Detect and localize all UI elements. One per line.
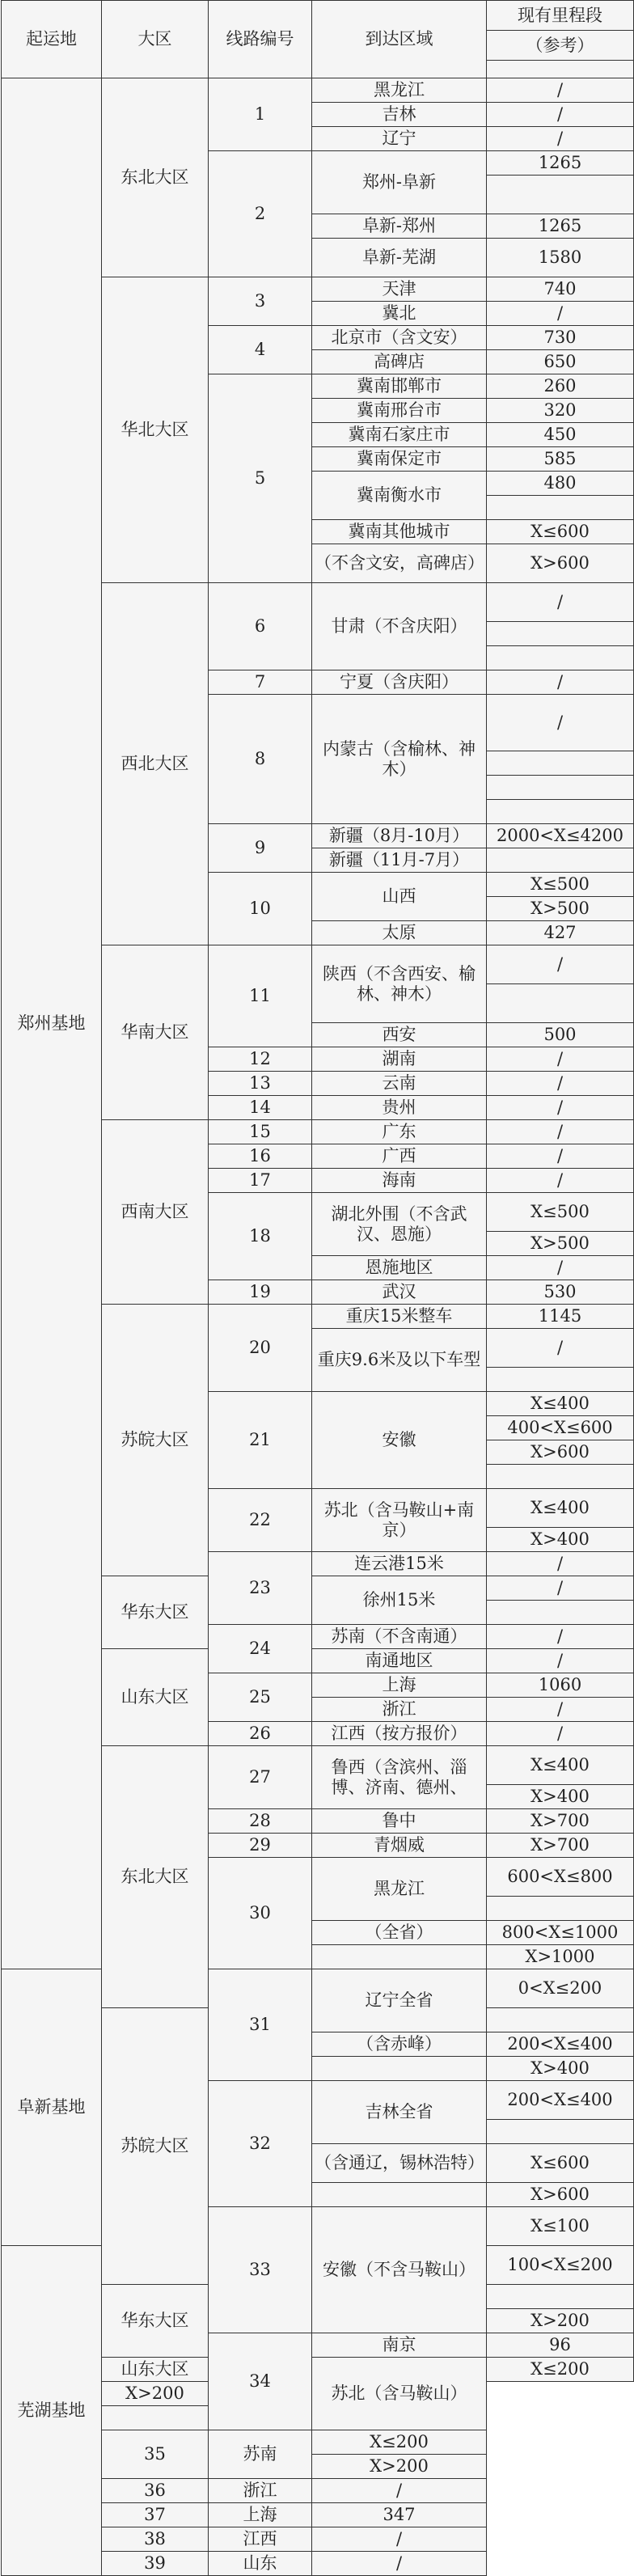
destination-cell: 郑州-阜新 [312, 151, 487, 214]
mileage-cell: X≤400 [487, 1392, 634, 1416]
destination-cell: 新疆（8月-10月） [312, 824, 487, 848]
destination-cell: 北京市（含文安） [312, 326, 487, 350]
route-number-cell: 5 [209, 374, 312, 583]
mileage-cell [487, 1897, 634, 1921]
destination-cell: 冀南石家庄市 [312, 423, 487, 447]
mileage-cell: 1580 [487, 239, 634, 277]
mileage-cell: / [487, 583, 634, 622]
mileage-cell [487, 984, 634, 1023]
destination-cell: 苏南（不含南通） [312, 1625, 487, 1649]
mileage-cell: X>700 [487, 1809, 634, 1834]
region-cell: 山东大区 [102, 1649, 209, 1746]
table-body [2, 1, 634, 2576]
mileage-cell: 347 [312, 2503, 487, 2527]
mileage-cell: / [487, 1256, 634, 1280]
destination-cell: 上海 [209, 2503, 312, 2527]
destination-cell: 安徽（不含马鞍山） [312, 2207, 487, 2333]
mileage-cell [487, 1465, 634, 1489]
mileage-cell: 100<X≤200 [487, 2246, 634, 2285]
destination-cell: （不含文安，高碑店） [312, 544, 487, 583]
mileage-cell [487, 176, 634, 214]
route-number-cell: 12 [209, 1047, 312, 1072]
destination-cell: 内蒙古（含榆林、神木） [312, 695, 487, 824]
destination-cell: 黑龙江 [312, 78, 487, 103]
destination-cell [312, 2183, 487, 2207]
route-number-cell: 16 [209, 1144, 312, 1169]
destination-cell: 山东 [209, 2552, 312, 2576]
destination-cell [312, 1945, 487, 1969]
mileage-cell [487, 751, 634, 776]
mileage-cell [487, 496, 634, 520]
mileage-cell: X>600 [487, 1440, 634, 1465]
destination-cell: 辽宁全省 [312, 1969, 487, 2032]
route-number-cell: 14 [209, 1096, 312, 1120]
mileage-cell: / [487, 1625, 634, 1649]
route-number-cell: 38 [102, 2527, 209, 2552]
mileage-cell: / [487, 1552, 634, 1576]
region-cell: 东北大区 [102, 78, 209, 277]
mileage-cell: 1265 [487, 151, 634, 176]
mileage-cell: 427 [487, 921, 634, 945]
destination-cell: 新疆（11月-7月） [312, 848, 487, 873]
destination-cell: 甘肃（不含庆阳） [312, 583, 487, 670]
mileage-cell: X>700 [487, 1834, 634, 1858]
mileage-cell: X>200 [102, 2382, 209, 2406]
destination-cell: 山西 [312, 873, 487, 921]
route-number-cell: 7 [209, 670, 312, 695]
destination-cell: 黑龙江 [312, 1858, 487, 1921]
destination-cell: 苏南 [209, 2430, 312, 2479]
mileage-cell: X>600 [487, 2183, 634, 2207]
mileage-cell: / [487, 78, 634, 103]
header-spacer [487, 61, 634, 78]
mileage-cell [487, 2008, 634, 2032]
destination-cell: 云南 [312, 1072, 487, 1096]
mileage-cell [487, 776, 634, 800]
mileage-cell: / [487, 1698, 634, 1722]
mileage-cell: / [487, 1120, 634, 1144]
mileage-cell: / [487, 302, 634, 326]
mileage-cell: 200<X≤400 [487, 2032, 634, 2057]
region-cell: 山东大区 [102, 2358, 209, 2382]
destination-cell: 安徽 [312, 1392, 487, 1489]
destination-cell: 重庆15米整车 [312, 1305, 487, 1329]
mileage-cell: 500 [487, 1023, 634, 1047]
destination-cell: 辽宁 [312, 127, 487, 151]
mileage-cell: X≤200 [487, 2358, 634, 2382]
mileage-cell: / [487, 127, 634, 151]
route-number-cell: 10 [209, 873, 312, 945]
route-number-cell: 37 [102, 2503, 209, 2527]
destination-cell [312, 2057, 487, 2081]
origin-cell: 郑州基地 [2, 78, 102, 1969]
mileage-cell [487, 2120, 634, 2144]
route-number-cell: 33 [209, 2207, 312, 2333]
destination-cell: 浙江 [209, 2479, 312, 2503]
mileage-cell [487, 646, 634, 670]
region-cell: 华东大区 [102, 2285, 209, 2358]
destination-cell: 太原 [312, 921, 487, 945]
mileage-cell: / [487, 103, 634, 127]
route-number-cell: 15 [209, 1120, 312, 1144]
route-number-cell: 2 [209, 151, 312, 277]
mileage-cell: 480 [487, 472, 634, 496]
mileage-cell: 400<X≤600 [487, 1416, 634, 1440]
route-number-cell: 20 [209, 1305, 312, 1392]
mileage-cell: 800<X≤1000 [487, 1921, 634, 1945]
mileage-cell: 450 [487, 423, 634, 447]
route-number-cell: 1 [209, 78, 312, 151]
destination-cell: 苏北（含马鞍山+南京） [312, 1489, 487, 1552]
destination-cell: 阜新-芜湖 [312, 239, 487, 277]
mileage-cell: / [487, 695, 634, 751]
destination-cell: 吉林 [312, 103, 487, 127]
mileage-cell: / [487, 1722, 634, 1746]
destination-cell: 贵州 [312, 1096, 487, 1120]
mileage-cell: X≤500 [487, 873, 634, 897]
mileage-cell: / [312, 2479, 487, 2503]
mileage-cell [102, 2406, 209, 2430]
destination-cell: 吉林全省 [312, 2081, 487, 2144]
mileage-cell: / [487, 1072, 634, 1096]
mileage-cell [487, 1601, 634, 1625]
route-number-cell: 35 [102, 2430, 209, 2479]
mileage-cell: / [487, 670, 634, 695]
destination-cell: 西安 [312, 1023, 487, 1047]
route-number-cell: 19 [209, 1280, 312, 1305]
route-number-cell: 24 [209, 1625, 312, 1673]
route-number-cell: 13 [209, 1072, 312, 1096]
header-mileage-note: （参考） [487, 31, 634, 61]
mileage-cell: / [487, 1576, 634, 1601]
route-number-cell: 29 [209, 1834, 312, 1858]
mileage-cell: / [487, 1329, 634, 1368]
route-number-cell: 27 [209, 1746, 312, 1809]
mileage-cell: 1265 [487, 214, 634, 239]
destination-cell: 青烟威 [312, 1834, 487, 1858]
mileage-cell: 320 [487, 399, 634, 423]
mileage-cell: 260 [487, 374, 634, 399]
origin-cell: 芜湖基地 [2, 2246, 102, 2576]
header-row-1 [2, 1, 634, 31]
destination-cell: 冀南其他城市 [312, 520, 487, 544]
region-cell: 西南大区 [102, 1120, 209, 1305]
region-cell: 苏皖大区 [102, 2008, 209, 2285]
mileage-cell: 1060 [487, 1673, 634, 1698]
mileage-cell: 585 [487, 447, 634, 472]
mileage-cell: / [312, 2552, 487, 2576]
mileage-cell [487, 848, 634, 873]
destination-cell: 鲁中 [312, 1809, 487, 1834]
mileage-cell: X≤500 [487, 1193, 634, 1232]
route-table [1, 0, 634, 2576]
mileage-cell: 1145 [487, 1305, 634, 1329]
region-cell: 华东大区 [102, 1576, 209, 1649]
mileage-cell: 740 [487, 277, 634, 302]
table-row [2, 1969, 634, 2008]
route-number-cell: 36 [102, 2479, 209, 2503]
destination-cell: 鲁西（含滨州、淄博、济南、德州、 [312, 1746, 487, 1809]
route-number-cell: 31 [209, 1969, 312, 2081]
route-number-cell: 22 [209, 1489, 312, 1552]
route-number-cell: 4 [209, 326, 312, 374]
mileage-cell: X>200 [487, 2309, 634, 2333]
route-number-cell: 17 [209, 1169, 312, 1193]
route-number-cell: 21 [209, 1392, 312, 1489]
mileage-cell: X>600 [487, 544, 634, 583]
destination-cell: 陕西（不含西安、榆林、神木） [312, 945, 487, 1023]
route-number-cell: 3 [209, 277, 312, 326]
header-origin: 起运地 [2, 1, 102, 78]
mileage-cell: / [487, 1047, 634, 1072]
header-route-number: 线路编号 [209, 1, 312, 78]
route-number-cell: 8 [209, 695, 312, 824]
mileage-cell [487, 800, 634, 824]
destination-cell: 重庆9.6米及以下车型 [312, 1329, 487, 1392]
route-number-cell: 25 [209, 1673, 312, 1722]
destination-cell: （含通辽，锡林浩特） [312, 2144, 487, 2183]
destination-cell: 浙江 [312, 1698, 487, 1722]
destination-cell: 南通地区 [312, 1649, 487, 1673]
destination-cell: 冀北 [312, 302, 487, 326]
destination-cell: （全省） [312, 1921, 487, 1945]
mileage-cell: / [487, 945, 634, 984]
mileage-cell: 650 [487, 350, 634, 374]
region-cell: 华南大区 [102, 945, 209, 1120]
destination-cell: 冀南邯郸市 [312, 374, 487, 399]
destination-cell: 冀南保定市 [312, 447, 487, 472]
mileage-cell: X≤600 [487, 2144, 634, 2183]
route-number-cell: 30 [209, 1858, 312, 1969]
mileage-cell: X≤400 [487, 1489, 634, 1528]
destination-cell: 江西（按方报价） [312, 1722, 487, 1746]
mileage-cell: 96 [487, 2333, 634, 2358]
route-number-cell: 9 [209, 824, 312, 873]
region-cell: 东北大区 [102, 1746, 209, 2008]
destination-cell: 苏北（含马鞍山） [312, 2358, 487, 2430]
origin-cell: 阜新基地 [2, 1969, 102, 2246]
destination-cell: 阜新-郑州 [312, 214, 487, 239]
mileage-cell: / [487, 1096, 634, 1120]
destination-cell: 宁夏（含庆阳） [312, 670, 487, 695]
mileage-cell: / [312, 2527, 487, 2552]
header-region: 大区 [102, 1, 209, 78]
region-cell: 西北大区 [102, 583, 209, 945]
destination-cell: 湖南 [312, 1047, 487, 1072]
mileage-cell: X≤200 [312, 2430, 487, 2455]
header-mileage: 现有里程段 [487, 1, 634, 31]
mileage-cell: / [487, 1144, 634, 1169]
destination-cell: 天津 [312, 277, 487, 302]
mileage-cell: X≤600 [487, 520, 634, 544]
destination-cell: 江西 [209, 2527, 312, 2552]
mileage-cell: 530 [487, 1280, 634, 1305]
route-number-cell: 6 [209, 583, 312, 670]
route-number-cell: 32 [209, 2081, 312, 2207]
mileage-cell [487, 2285, 634, 2309]
region-cell: 苏皖大区 [102, 1305, 209, 1576]
route-number-cell: 23 [209, 1552, 312, 1625]
mileage-cell: X>500 [487, 897, 634, 921]
destination-cell: 恩施地区 [312, 1256, 487, 1280]
destination-cell: 广西 [312, 1144, 487, 1169]
mileage-cell: X>400 [487, 1785, 634, 1809]
mileage-cell: X>400 [487, 2057, 634, 2081]
mileage-cell [487, 622, 634, 646]
destination-cell: 湖北外围（不含武汉、恩施） [312, 1193, 487, 1256]
mileage-cell [487, 1368, 634, 1392]
destination-cell: 武汉 [312, 1280, 487, 1305]
destination-cell: （含赤峰） [312, 2032, 487, 2057]
mileage-cell: / [487, 1649, 634, 1673]
mileage-cell: 600<X≤800 [487, 1858, 634, 1897]
table-row [2, 78, 634, 103]
mileage-cell: 730 [487, 326, 634, 350]
mileage-cell: X>400 [487, 1528, 634, 1552]
route-number-cell: 11 [209, 945, 312, 1047]
region-cell: 华北大区 [102, 277, 209, 583]
route-number-cell: 39 [102, 2552, 209, 2576]
destination-cell: 连云港15米 [312, 1552, 487, 1576]
route-number-cell: 26 [209, 1722, 312, 1746]
mileage-cell: X≤100 [487, 2207, 634, 2246]
route-number-cell: 28 [209, 1809, 312, 1834]
mileage-cell: X>200 [312, 2455, 487, 2479]
destination-cell: 海南 [312, 1169, 487, 1193]
header-destination: 到达区域 [312, 1, 487, 78]
mileage-cell: 0<X≤200 [487, 1969, 634, 2008]
mileage-cell: 200<X≤400 [487, 2081, 634, 2120]
mileage-cell: X>500 [487, 1232, 634, 1256]
route-number-cell: 34 [209, 2333, 312, 2430]
mileage-cell: X≤400 [487, 1746, 634, 1785]
destination-cell: 高碑店 [312, 350, 487, 374]
mileage-cell: 2000<X≤4200 [487, 824, 634, 848]
destination-cell: 上海 [312, 1673, 487, 1698]
destination-cell: 冀南衡水市 [312, 472, 487, 520]
destination-cell: 南京 [312, 2333, 487, 2358]
destination-cell: 广东 [312, 1120, 487, 1144]
mileage-cell: X>1000 [487, 1945, 634, 1969]
mileage-cell: / [487, 1169, 634, 1193]
destination-cell: 冀南邢台市 [312, 399, 487, 423]
route-number-cell: 18 [209, 1193, 312, 1280]
destination-cell: 徐州15米 [312, 1576, 487, 1625]
